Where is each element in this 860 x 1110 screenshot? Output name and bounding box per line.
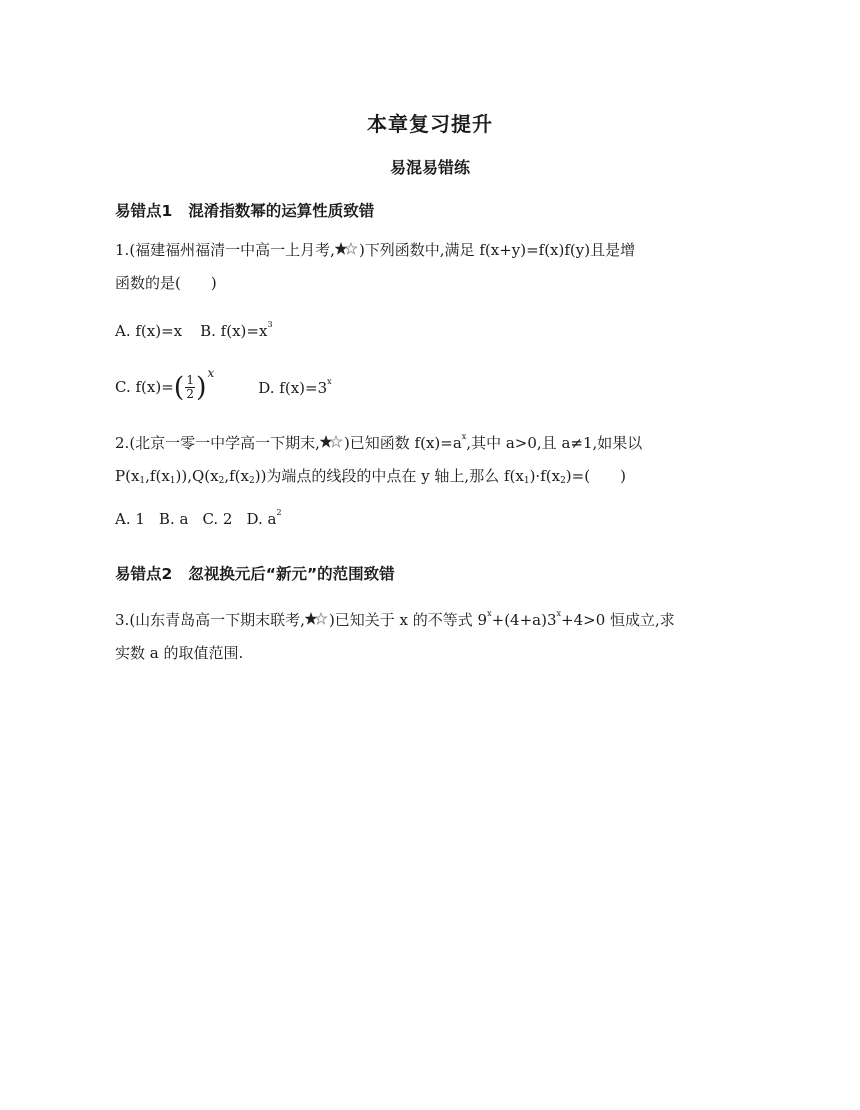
option-b: B. a (158, 510, 189, 528)
text: )),Q(x (175, 467, 219, 485)
option-b (200, 322, 272, 340)
exponent: x (461, 432, 467, 441)
question-stem-cont: +4>0 恒成立,求 (561, 611, 675, 629)
question-number: 2. (115, 434, 130, 452)
question-stem-cont: +(4+a)3 (491, 611, 557, 629)
option-d-exponent: 2 (276, 508, 282, 517)
question-1 (115, 234, 745, 300)
fraction (185, 374, 195, 401)
option-d-text: D. f(x)=3 (258, 379, 328, 397)
question-2-line-1 (115, 420, 745, 460)
option-d (246, 510, 281, 528)
text: )·f(x (529, 467, 561, 485)
subscript: 2 (560, 476, 566, 486)
point-p: P(x (115, 467, 140, 485)
question-1-options-ab (115, 320, 273, 340)
question-source: (福建福州福清一中高一上月考, (129, 241, 335, 259)
subscript: 1 (523, 476, 530, 486)
question-stem: )已知关于 x 的不等式 9 (328, 611, 488, 629)
question-2-options (115, 508, 282, 528)
page-title: 本章复习提升 (367, 112, 493, 136)
option-a: A. f(x)=x (115, 322, 183, 340)
question-3-line-2: 实数 a 的取值范围. (115, 644, 244, 662)
subscript: 2 (218, 476, 225, 486)
question-3-line-1 (115, 597, 745, 637)
option-c-text: C. f(x)= (115, 378, 174, 396)
section-heading-1 (115, 199, 374, 221)
question-1-options-cd (115, 366, 332, 401)
section-heading-2 (115, 562, 395, 584)
question-stem-cont: ,其中 a>0,且 a≠1,如果以 (466, 434, 643, 452)
subscript: 2 (248, 476, 255, 486)
option-d-text: D. a (246, 510, 277, 528)
option-c-exponent: x (207, 366, 215, 380)
question-2-line-2 (115, 460, 745, 498)
section-label: 易错点1 (115, 202, 173, 220)
fraction-denominator: 2 (186, 386, 194, 401)
fraction-expression: ( $\frac{1}{2}$ ) (173, 371, 207, 403)
page-subtitle: 易混易错练 (389, 158, 470, 177)
question-stem: )下列函数中,满足 f(x+y)=f(x)f(y)且是增 (358, 241, 636, 259)
option-d (258, 379, 331, 397)
question-1-line-2: 函数的是( ) (115, 274, 217, 292)
fraction-numerator: 1 (186, 372, 194, 387)
star-rating-icon (305, 612, 329, 626)
text: ,f(x (224, 467, 249, 485)
question-1-line-1 (115, 234, 745, 267)
section-label: 易错点2 (115, 565, 173, 583)
question-stem: )已知函数 f(x)=a (343, 434, 462, 452)
star-rating-icon (335, 242, 359, 256)
star-rating-icon (320, 435, 344, 449)
section-title: 混淆指数幂的运算性质致错 (188, 202, 375, 220)
option-c (115, 366, 215, 403)
question-2 (115, 420, 745, 498)
text: ,f(x (145, 467, 170, 485)
option-b-exponent: 3 (267, 320, 273, 329)
question-source: (山东青岛高一下期末联考, (129, 611, 305, 629)
option-c: C. 2 (202, 510, 233, 528)
question-number: 3. (115, 611, 130, 629)
section-title: 忽视换元后“新元”的范围致错 (188, 565, 395, 583)
text: ))为端点的线段的中点在 y 轴上,那么 f(x (254, 467, 524, 485)
question-3 (115, 597, 745, 670)
question-source: (北京一零一中学高一下期末, (129, 434, 320, 452)
answer-blank: )=( ) (565, 467, 626, 485)
question-number: 1. (115, 241, 130, 259)
subscript: 1 (139, 476, 146, 486)
exponent: x (556, 609, 562, 618)
subscript: 1 (169, 476, 176, 486)
option-a: A. 1 (115, 510, 145, 528)
option-d-exponent: x (327, 377, 332, 386)
exponent: x (487, 609, 492, 618)
option-b-text: B. f(x)=x (200, 322, 268, 340)
